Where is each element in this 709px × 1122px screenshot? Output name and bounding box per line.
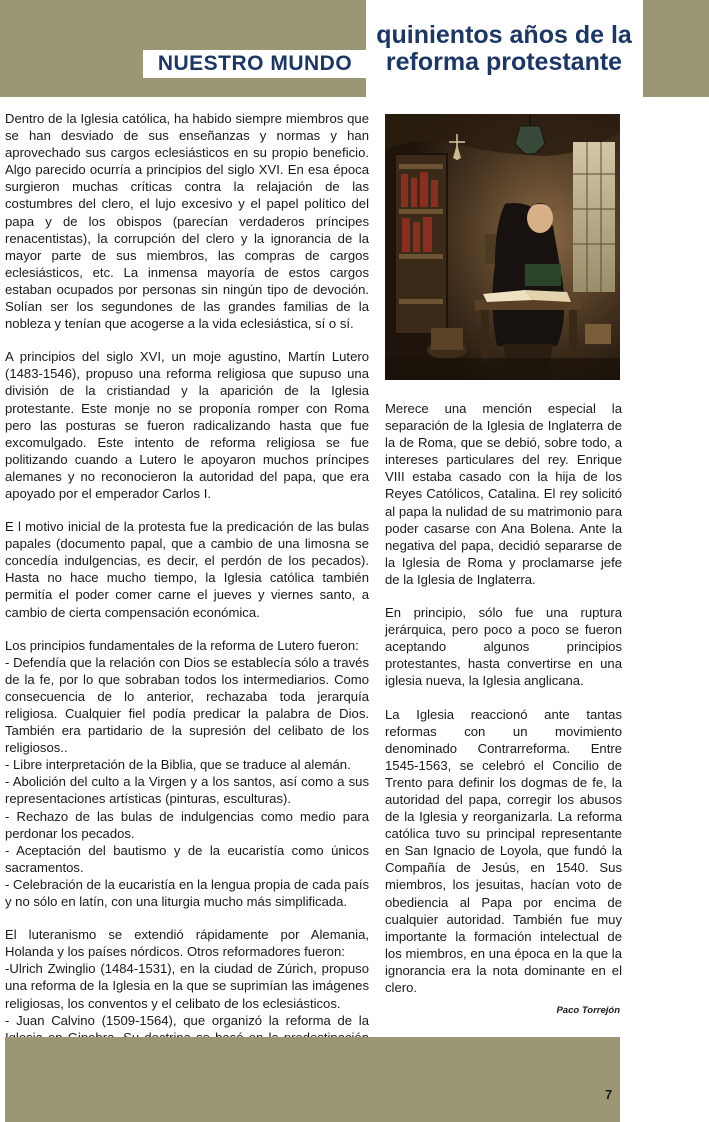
paragraph-inglaterra: Merece una mención especial la separación de la Iglesia de Inglaterra de la de Roma, que se debió, sobre todo, a intereses particulares del rey. Enrique VIII estaba casado con la hija de los Reyes Católicos, Catalina. El rey solicitó al papa la nulidad de su matrimonio para poder casarse con Ana Bolena. Ante la negativa del papa, decidió separarse de la Iglesia de Roma y proclamarse jefe de la Iglesia de Inglaterra. (385, 401, 622, 587)
paragraph-principios: Los principios fundamentales de la reforma de Lutero fueron: - Defendía que la relación con Dios se establecía sólo a través de la fe, por lo que sobraban todos los intermediarios. Como consecuencia de lo anterior, rechazaba toda jerarquía religiosa. Cualquier fiel podía predicar la palabra de Dios. También era partidario de la supresión del celibato de los religiosos.. - Libre interpretación de la Biblia, que se traduce al alemán. - Abolición del culto a la Virgen y a los santos, así como a sus representaciones artísticas (pinturas, esculturas). - Rechazo de las bulas de indulgencias como medio para perdonar los pecados. - Aceptación del bautismo y de la eucaristía como únicos sacramentos. - Celebración de la eucaristía en la lengua propia de cada país y no sólo en latín, con una liturgia mucho más simplificada. (5, 637, 369, 910)
paragraph-anglicana: En principio, sólo fue una ruptura jerárquica, pero poco a poco se fueron aceptando algunos principios protestantes, hasta convertirse en una iglesia nueva, la Iglesia anglicana. (385, 605, 622, 689)
paragraph-bulas: E l motivo inicial de la protesta fue la predicación de las bulas papales (documento papal, que a cambio de una limosna se concedía indulgencias, es decir, el perdón de los pecados). Hasta no hace mucho tiempo, la Iglesia católica también permitía el poder comer carne el jueves y viernes santo, a cambio de cierta compensación económica. (5, 519, 369, 620)
page-number: 7 (605, 1087, 613, 1102)
title-line-2: reforma protestante (385, 48, 623, 76)
article-column-left (5, 110, 369, 1113)
article-title (368, 22, 640, 76)
paragraph-lutero: A principios del siglo XVI, un moje agustino, Martín Lutero (1483-1546), propuso una reforma religiosa que supuso una división de la cristiandad y la aparición de la Iglesia protestante. Este monje no se proponía romper con Roma pero las posturas se fueron radicalizando hasta que fue excomulgado. Este intento de reforma religiosa se fue politizando cuando a Lutero le apoyaron muchos príncipes alemanes y no reconocieron la autoridad del papa, que era apoyado por el emperador Carlos I. (5, 349, 369, 501)
section-label: NUESTRO MUNDO (143, 50, 367, 78)
paragraph-contrarreforma: La Iglesia reaccionó ante tantas reformas con un movimiento denominado Contrarreforma. Entre 1545-1563, se celebró el Concilio de Trento para definir los dogmas de fe, la autoridad del papa, corregir los abusos de la Iglesia y reorganizarla. La reforma católica tuvo su principal representante en San Ignacio de Loyola, que fundó la Compañía de Jesús, en 1540. Sus miembros, los jesuitas, hacían voto de obediencia al Papa por encima de cualquier autoridad. También fue muy importante la formación intelectual de los miembros, en una época en la que la ignorancia era la nota dominante en el clero. (385, 706, 622, 995)
footer-band (5, 1037, 620, 1122)
author-signature: Paco Torrejón (556, 1005, 620, 1016)
title-line-1: quinientos años de la (376, 21, 632, 49)
article-column-right (385, 400, 622, 1012)
painting-luther-study (385, 114, 620, 380)
header-band-left (0, 0, 366, 97)
paragraph-intro: Dentro de la Iglesia católica, ha habido siempre miembros que se han desviado de sus enseñanzas y normas y han aprovechado sus cargos eclesiásticos en su propio beneficio. Algo parecido ocurría a principios del siglo XVI. En esa época surgieron muchas críticas contra la relajación de las costumbres del clero, el lujo excesivo y el papel político del papa y de los obispos (parecían verdaderos príncipes renacentistas), la corrupción del clero y la ignorancia de la mayor parte de sus miembros, las compras de cargos eclesiásticos, etc. La inmensa mayoría de estos cargos estaban ocupados por personas sin ningún tipo de devoción. Solían ser los segundones de las grandes familias de la nobleza y tenían que acogerse a la vida eclesiástica, sí o sí. (5, 111, 369, 332)
paragraph-luteranismo: El luteranismo se extendió rápidamente por Alemania, Holanda y los países nórdicos. Otros reformadores fueron: -Ulrich Zwinglio (1484-1531), en la ciudad de Zúrich, propuso una reforma de la Iglesia en la que se suprimían las imágenes religiosas, los conventos y el celibato de los eclesiásticos. - Juan Calvino (1509-1564), que organizó la reforma de la (5, 927, 369, 1028)
header-band-right (643, 0, 709, 97)
